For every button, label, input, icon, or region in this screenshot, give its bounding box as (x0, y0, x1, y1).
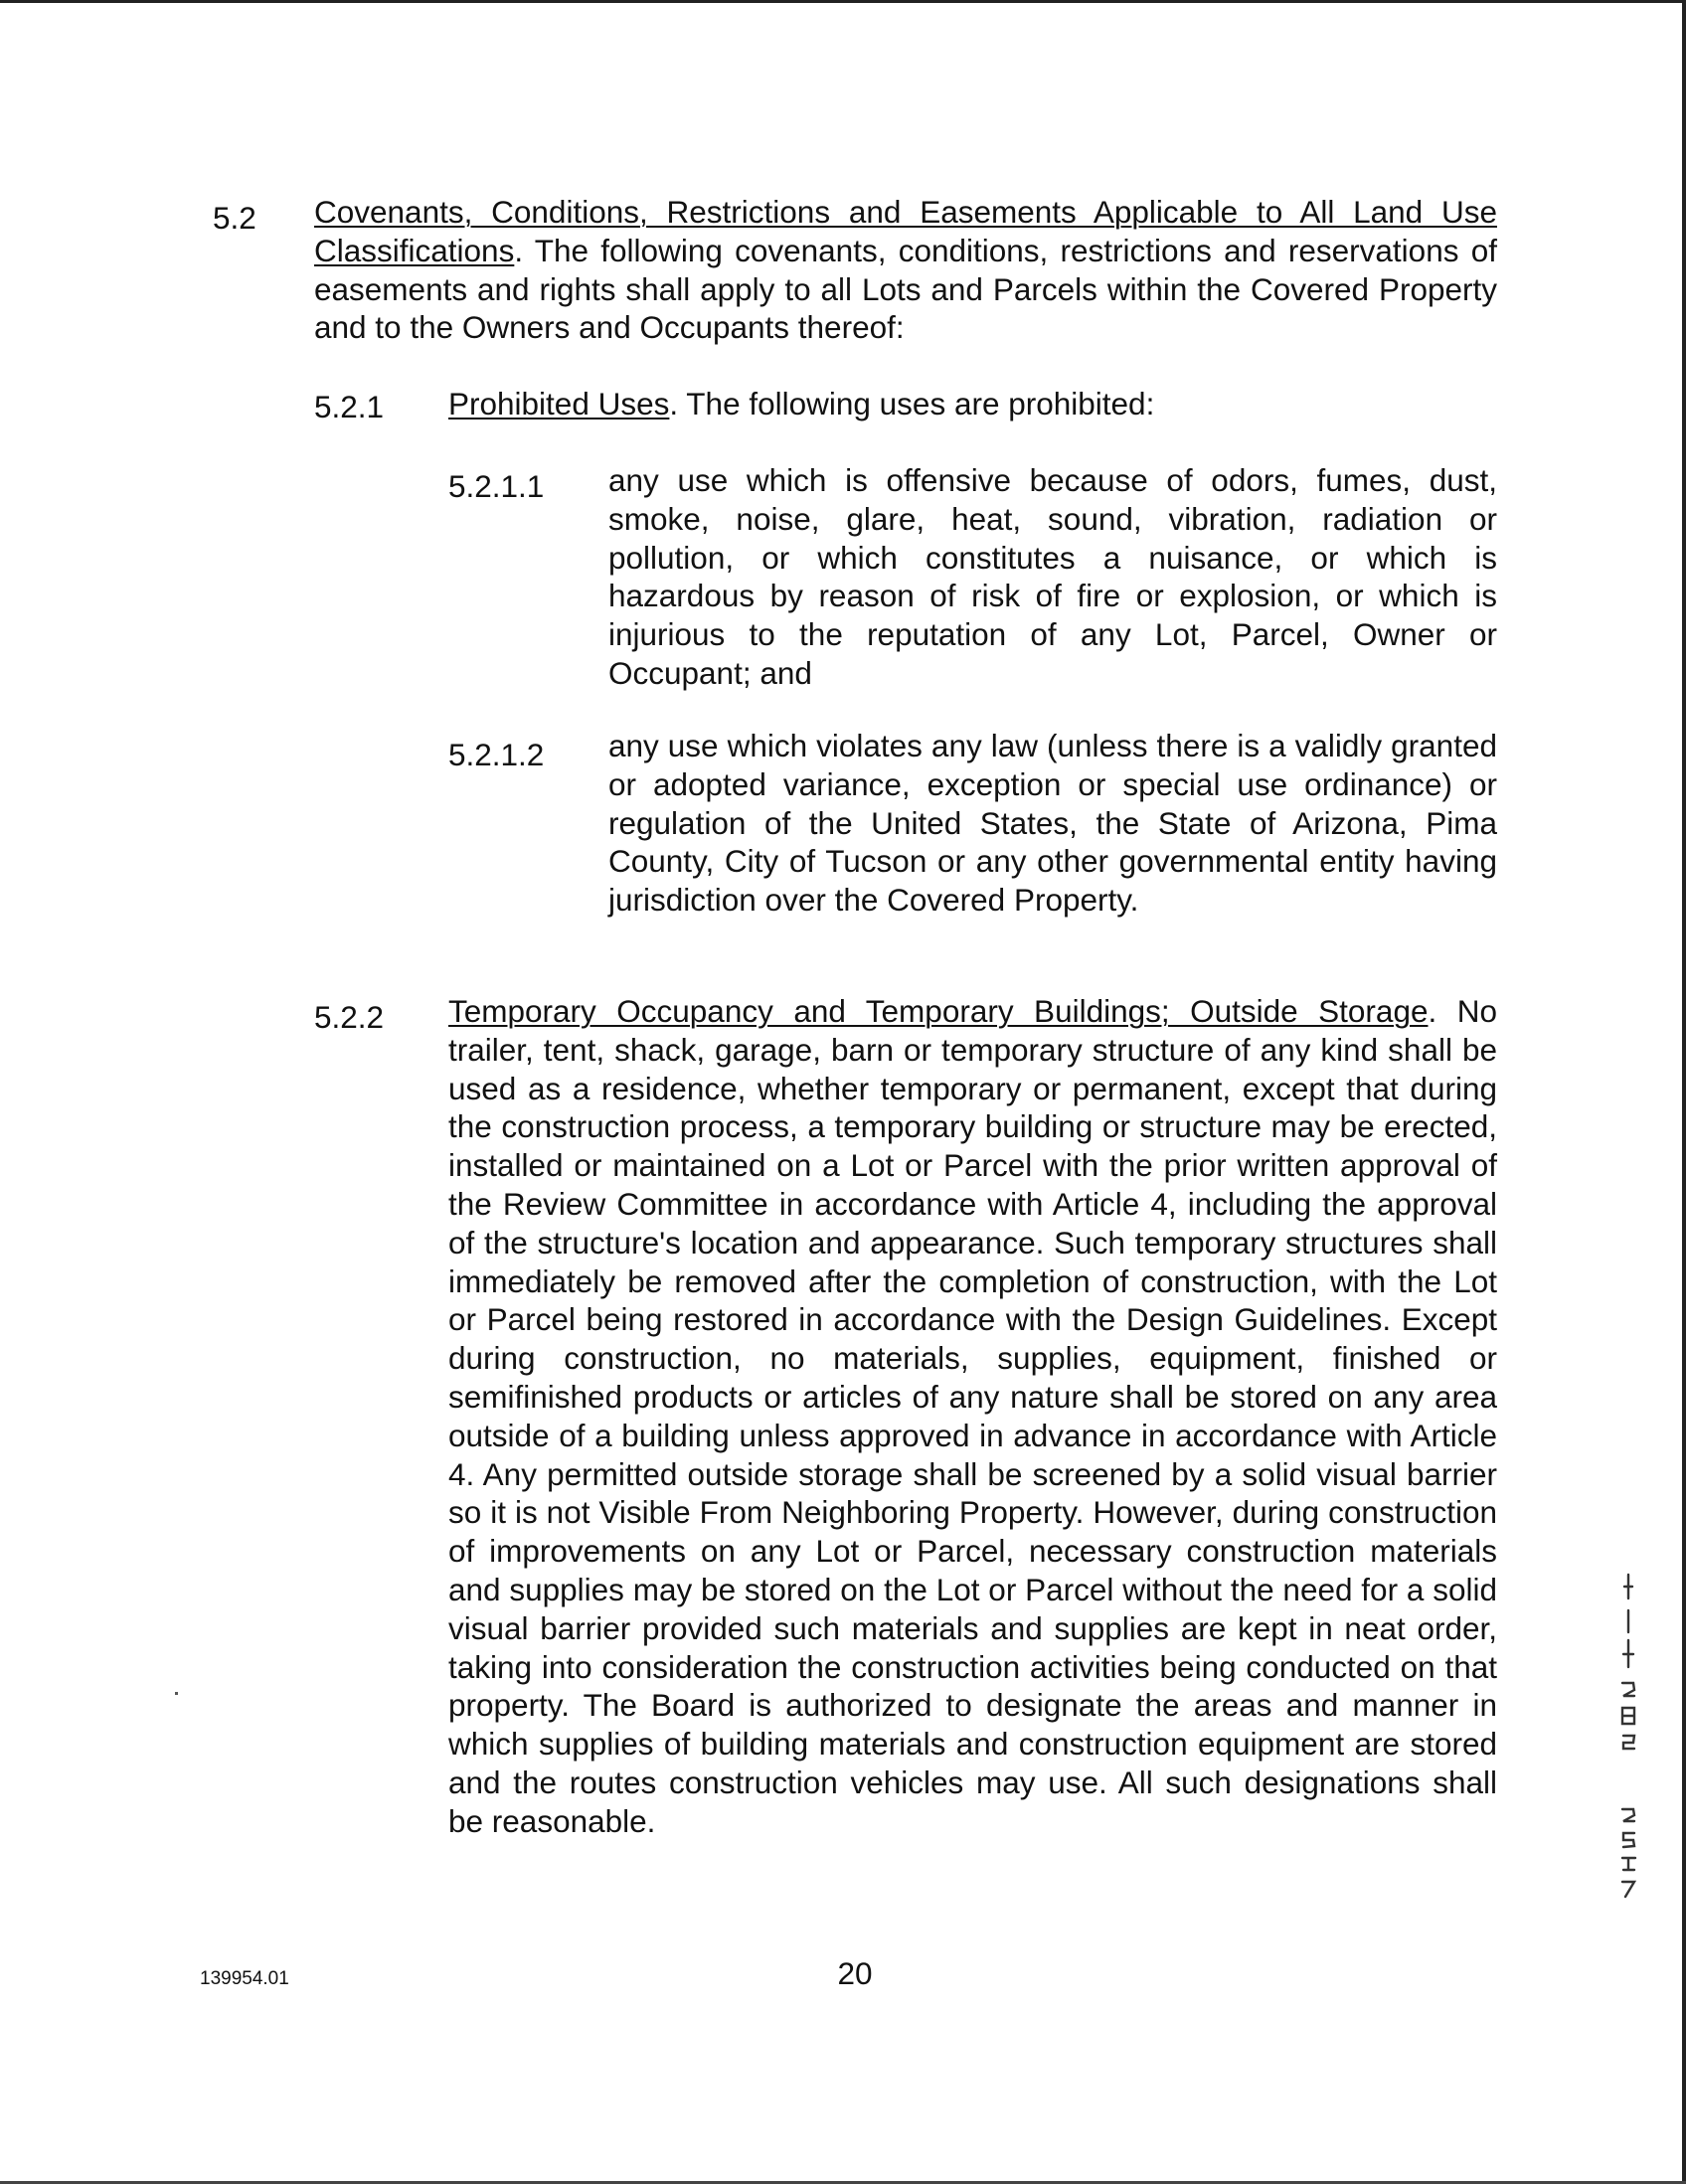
section-5-2-heading: Covenants, Conditions, Restrictions and Easements Applicable to All Land Use Classifications (314, 194, 1497, 268)
section-5-2-1-paragraph (448, 385, 1497, 423)
recording-stamp (1614, 1563, 1644, 1901)
section-5-2-number: 5.2 (213, 200, 256, 236)
scan-speck (175, 1692, 178, 1695)
section-5-2-1-2-paragraph: any use which violates any law (unless there is a validly granted or adopted variance, exception or special use ordinance) or regulation of the United States, the State of Arizona, Pima County, City of Tucson or any other governmental entity having jurisdiction over the Covered Property. (608, 728, 1497, 919)
section-5-2-1-1-number: 5.2.1.1 (448, 468, 545, 504)
section-5-2-1-body: . The following uses are prohibited: (669, 386, 1155, 421)
section-5-2-1-number: 5.2.1 (314, 389, 385, 424)
section-5-2-1-1-paragraph: any use which is offensive because of odors, fumes, dust, smoke, noise, glare, heat, sound, vibration, radiation or pollution, or which constitutes a nuisance, or which is hazardous by reason of risk of fire or explosion, or which is injurious to the reputation of any Lot, Parcel, Owner or Occupant; and (608, 462, 1497, 691)
page-right-edge (1682, 0, 1686, 2184)
section-5-2-2-body: . No trailer, tent, shack, garage, barn or temporary structure of any kind shall be used as a residence, whether temporary or permanent, except that during the construction process, a temporary building or structure may be erected, installed or maintained on a Lot or Parcel with the prior written approval of the Review Committee in accordance with Article 4, including the approval of the structure's location and appearance. Such temporary structures shall immediately be removed after the completion of construction, with the Lot or Parcel being restored in accordance with the Design Guidelines. Except during construction, no materials, supplies, equipment, finished or semifinished products or articles of any nature shall be stored on any area outside of a building unless approved in advance in accordance with Article 4. Any permitted outside storage shall be screened by a solid visual barrier so it is not Visible From Neighboring Property. However, during construction of improvements on any Lot or Parcel, necessary construction materials and supplies may be stored on the Lot or Parcel without the need for a solid visual barrier provided such materials and supplies are kept in neat order, taking into consideration the construction activities being conducted on that property. The Board is authorized to designate the areas and manner in which supplies of building materials and construction equipment are stored and the routes construction vehicles may use. All such designations shall be reasonable. (448, 993, 1497, 1839)
section-5-2-1-2-number: 5.2.1.2 (448, 737, 545, 772)
section-5-2-paragraph (314, 193, 1497, 347)
section-5-2-2-paragraph (448, 992, 1497, 1841)
section-5-2-body: . The following covenants, conditions, restrictions and reservations of easements and rights shall apply to all Lots and Parcels within the Covered Property and to the Owners and Occupants thereof: (314, 232, 1497, 346)
document-id: 139954.01 (200, 1968, 289, 1989)
section-5-2-2-heading: Temporary Occupancy and Temporary Buildings; Outside Storage (448, 993, 1429, 1029)
page-top-edge (0, 0, 1686, 3)
section-5-2-1-heading: Prohibited Uses (448, 386, 670, 421)
section-5-2-2-number: 5.2.2 (314, 999, 385, 1035)
page-number: 20 (837, 1955, 873, 1991)
